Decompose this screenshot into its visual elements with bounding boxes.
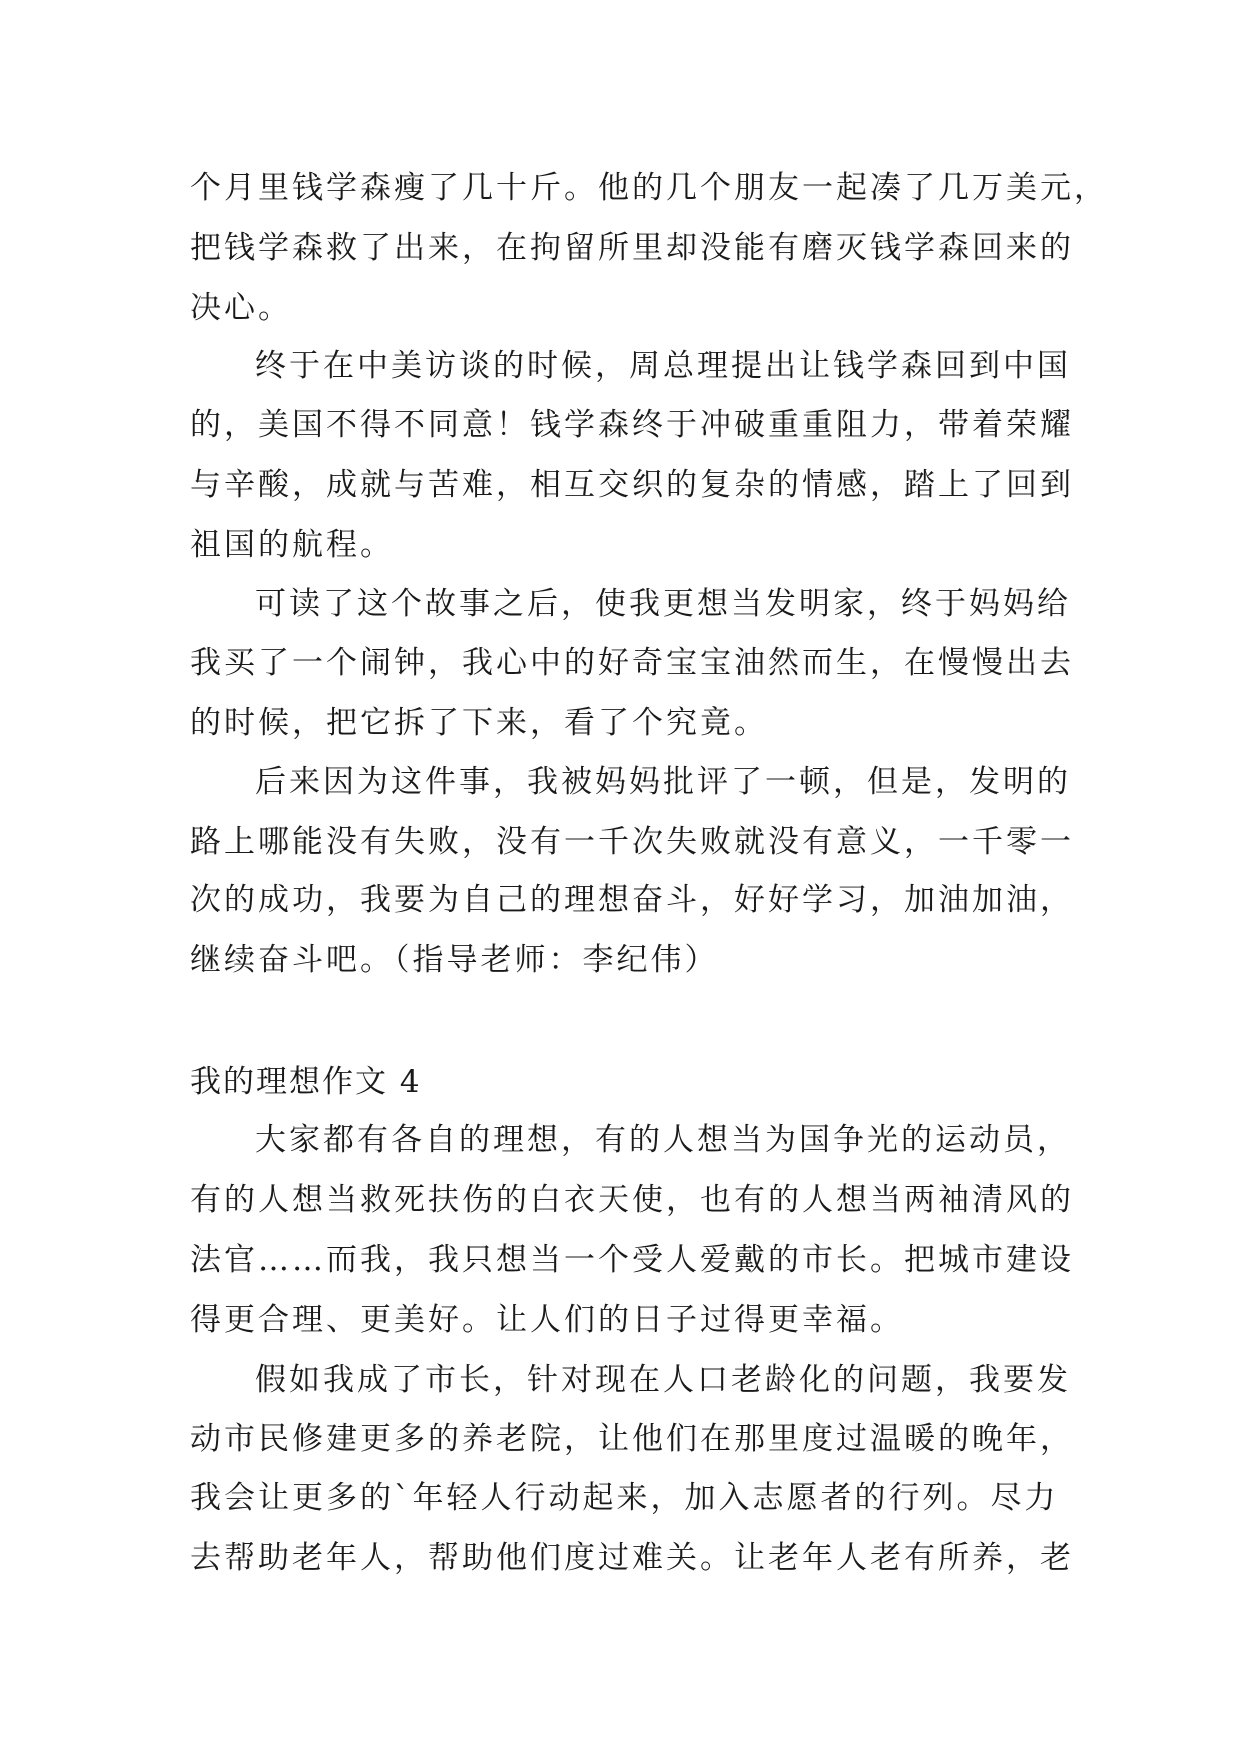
text-line: 法官……而我，我只想当一个受人爱戴的市长。把城市建设	[190, 1242, 1074, 1278]
text-line: 的，美国不得不同意！钱学森终于冲破重重阻力，带着荣耀	[190, 407, 1074, 443]
text-line: 继续奋斗吧。（指导老师：李纪伟）	[190, 942, 719, 978]
text-line: 可读了这个故事之后，使我更想当发明家，终于妈妈给	[255, 586, 1071, 622]
section-title: 我的理想作文 4	[190, 1064, 422, 1100]
text-line: 把钱学森救了出来，在拘留所里却没能有磨灭钱学森回来的	[190, 230, 1074, 266]
text-line: 个月里钱学森瘦了几十斤。他的几个朋友一起凑了几万美元，	[190, 170, 1108, 206]
text-line: 决心。	[190, 290, 292, 326]
text-line: 祖国的航程。	[190, 527, 394, 563]
text-line: 有的人想当救死扶伤的白衣天使，也有的人想当两袖清风的	[190, 1182, 1074, 1218]
text-line: 去帮助老年人，帮助他们度过难关。让老年人老有所养，老	[190, 1540, 1074, 1576]
text-line: 路上哪能没有失败，没有一千次失败就没有意义，一千零一	[190, 824, 1074, 860]
text-line: 大家都有各自的理想，有的人想当为国争光的运动员，	[255, 1122, 1071, 1158]
text-line: 动市民修建更多的养老院，让他们在那里度过温暖的晚年，	[190, 1421, 1074, 1457]
text-line: 我买了一个闹钟，我心中的好奇宝宝油然而生，在慢慢出去	[190, 645, 1074, 681]
text-line: 后来因为这件事，我被妈妈批评了一顿，但是，发明的	[255, 764, 1071, 800]
text-line: 得更合理、更美好。让人们的日子过得更幸福。	[190, 1302, 904, 1338]
text-line: 我会让更多的`年轻人行动起来，加入志愿者的行列。尽力	[190, 1480, 1059, 1516]
text-line: 次的成功，我要为自己的理想奋斗，好好学习，加油加油，	[190, 882, 1074, 918]
text-line: 假如我成了市长，针对现在人口老龄化的问题，我要发	[255, 1362, 1071, 1398]
text-line: 终于在中美访谈的时候，周总理提出让钱学森回到中国	[255, 348, 1071, 384]
text-line: 的时候，把它拆了下来，看了个究竟。	[190, 705, 768, 741]
text-line: 与辛酸，成就与苦难，相互交织的复杂的情感，踏上了回到	[190, 467, 1074, 503]
